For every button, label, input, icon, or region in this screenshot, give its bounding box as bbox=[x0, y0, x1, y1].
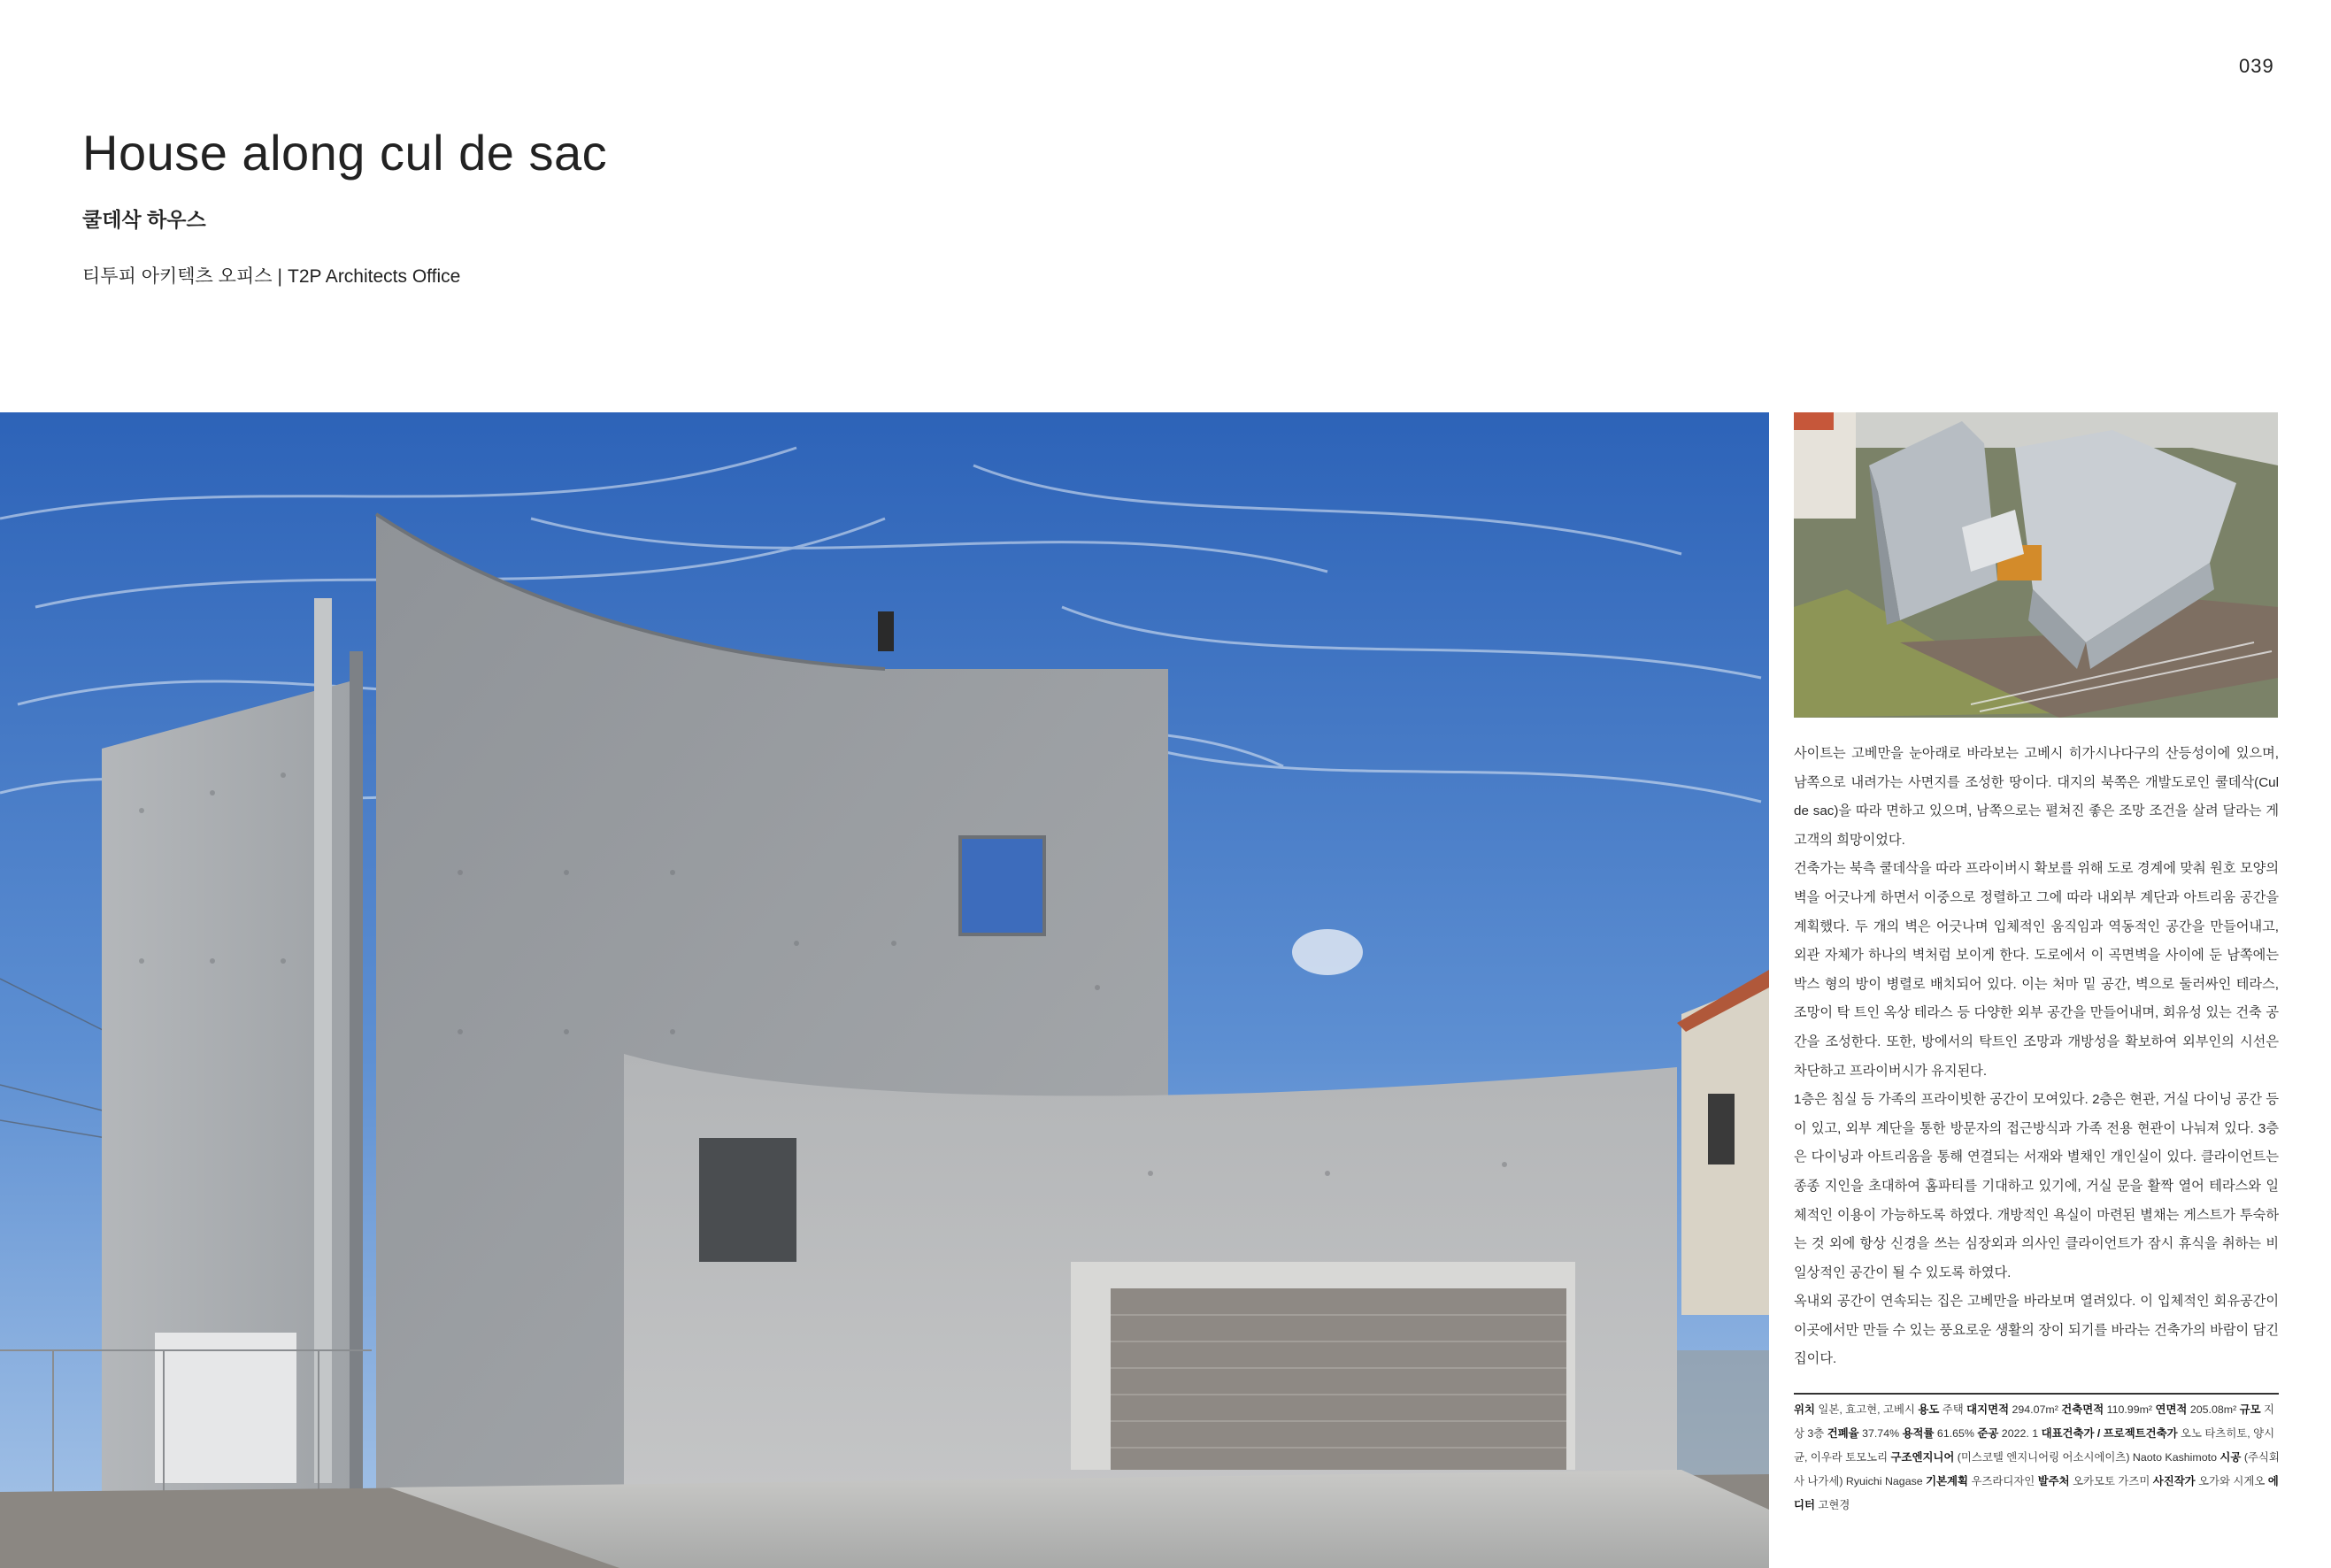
info-label: 건폐율 bbox=[1827, 1427, 1859, 1440]
aerial-view-photo bbox=[1794, 412, 2278, 718]
info-label: 대표건축가 / 프로젝트건축가 bbox=[2041, 1427, 2178, 1440]
info-label: 사진작가 bbox=[2152, 1475, 2196, 1487]
info-label: 용도 bbox=[1918, 1403, 1940, 1416]
info-label: 위치 bbox=[1794, 1403, 1815, 1416]
info-value: 37.74% bbox=[1858, 1427, 1903, 1440]
info-divider bbox=[1794, 1393, 2279, 1395]
info-value: 우즈라디자인 bbox=[1968, 1475, 2038, 1487]
body-paragraph: 건축가는 북측 쿨데삭을 따라 프라이버시 확보를 위해 도로 경계에 맞춰 원호 모양의 벽을 어긋나게 하면서 이중으로 정렬하고 그에 따라 내외부 계단과 아트리움 공간을 계획했다. 두 개의 벽은 어긋나며 입체적인 움직임과 역동적인 공간을 만들어내고, 외관 자체가 하나의 벽처럼 보이게 한다. 도로에서 이 곡면벽을 사이에 둔 남쪽에는 박스 형의 방이 병렬로 배치되어 있다. 이는 처마 밑 공간, 벽으로 둘러싸인 테라스, 조망이 탁 트인 옥상 테라스 등 다양한 외부 공간을 만들어내며, 회유성 있는 건축 공간을 조성한다. 또한, 방에서의 탁트인 조망과 개방성을 확보하여 외부인의 시선은 차단하고 프라이버시가 유지된다. bbox=[1794, 861, 2279, 1079]
body-paragraph: 사이트는 고베만을 눈아래로 바라보는 고베시 히가시나다구의 산등성이에 있으며, 남쪽으로 내려가는 사면지를 조성한 땅이다. 대지의 북쪽은 개발도로인 쿨데삭(Cul de sac)을 따라 면하고 있으며, 남쪽으로는 펼쳐진 좋은 조망 조건을 살려 달라는 게 고객의 희망이었다. bbox=[1794, 746, 2279, 848]
info-label: 에디터 bbox=[1794, 1475, 2279, 1511]
info-label: 건축면적 bbox=[2061, 1403, 2104, 1416]
info-value: 오가와 시게오 bbox=[2195, 1475, 2268, 1487]
body-paragraph: 1층은 침실 등 가족의 프라이빗한 공간이 모여있다. 2층은 현관, 거실 다이닝 공간 등이 있고, 외부 계단을 통한 방문자의 접근방식과 가족 전용 현관이 나눠져 있다. 3층은 다이닝과 아트리움을 통해 연결되는 서재와 별채인 개인실이 있다. 클라이언트는 종종 지인을 초대하여 홈파티를 기대하고 있기에, 거실 문을 활짝 열어 테라스와 일체적인 이용이 가능하도록 하였다. 개방적인 욕실이 마련된 별채는 게스트가 투숙하는 것 외에 항상 신경을 쓰는 심장외과 의사인 클라이언트가 잠시 휴식을 취하는 비일상적인 공간이 될 수 있도록 하였다. bbox=[1794, 1092, 2279, 1280]
credit-separator: | bbox=[277, 266, 282, 287]
article-body bbox=[1794, 740, 2279, 1374]
info-label: 규모 bbox=[2239, 1403, 2261, 1416]
info-value: (미스코텔 엔지니어링 어소시에이츠) Naoto Kashimoto bbox=[1954, 1451, 2220, 1464]
article-subtitle-korean: 쿨데삭 하우스 bbox=[82, 208, 206, 231]
info-label: 기본계획 bbox=[1926, 1475, 1968, 1487]
info-value: 205.08m² bbox=[2187, 1403, 2240, 1416]
info-label: 용적률 bbox=[1902, 1427, 1935, 1440]
info-value: (주식회사 나가세) Ryuichi Nagase bbox=[1794, 1451, 2280, 1487]
info-label: 구조엔지니어 bbox=[1890, 1451, 1955, 1464]
info-value: 2022. 1 bbox=[1998, 1427, 2042, 1440]
body-paragraph: 옥내외 공간이 연속되는 집은 고베만을 바라보며 열려있다. 이 입체적인 회유공간이 이곳에서만 만들 수 있는 풍요로운 생활의 장이 되기를 바라는 건축가의 바람이 담긴 집이다. bbox=[1794, 1294, 2279, 1367]
info-value: 지상 3층 bbox=[1794, 1403, 2275, 1440]
article-title: House along cul de sac bbox=[82, 125, 608, 181]
info-label: 준공 bbox=[1977, 1427, 1999, 1440]
info-value: 고현경 bbox=[1814, 1499, 1850, 1511]
info-label: 연면적 bbox=[2155, 1403, 2188, 1416]
architect-credit bbox=[82, 262, 460, 288]
info-value: 주택 bbox=[1939, 1403, 1967, 1416]
info-value: 294.07m² bbox=[2009, 1403, 2062, 1416]
info-value: 일본, 효고현, 고베시 bbox=[1814, 1403, 1919, 1416]
architect-name-english: T2P Architects Office bbox=[288, 266, 461, 287]
project-info bbox=[1794, 1398, 2282, 1518]
info-value: 오노 타츠히토, 양시균, 이우라 토모노리 bbox=[1794, 1427, 2275, 1464]
info-label: 대지면적 bbox=[1966, 1403, 2010, 1416]
info-label: 발주처 bbox=[2037, 1475, 2070, 1487]
main-exterior-photo bbox=[0, 412, 1769, 1568]
page-number: 039 bbox=[2239, 55, 2274, 77]
info-value: 110.99m² bbox=[2104, 1403, 2156, 1416]
info-value: 오카모토 가즈미 bbox=[2069, 1475, 2153, 1487]
architect-name-korean: 티투피 아키텍츠 오피스 bbox=[82, 266, 273, 287]
info-value: 61.65% bbox=[1934, 1427, 1978, 1440]
info-label: 시공 bbox=[2219, 1451, 2242, 1464]
